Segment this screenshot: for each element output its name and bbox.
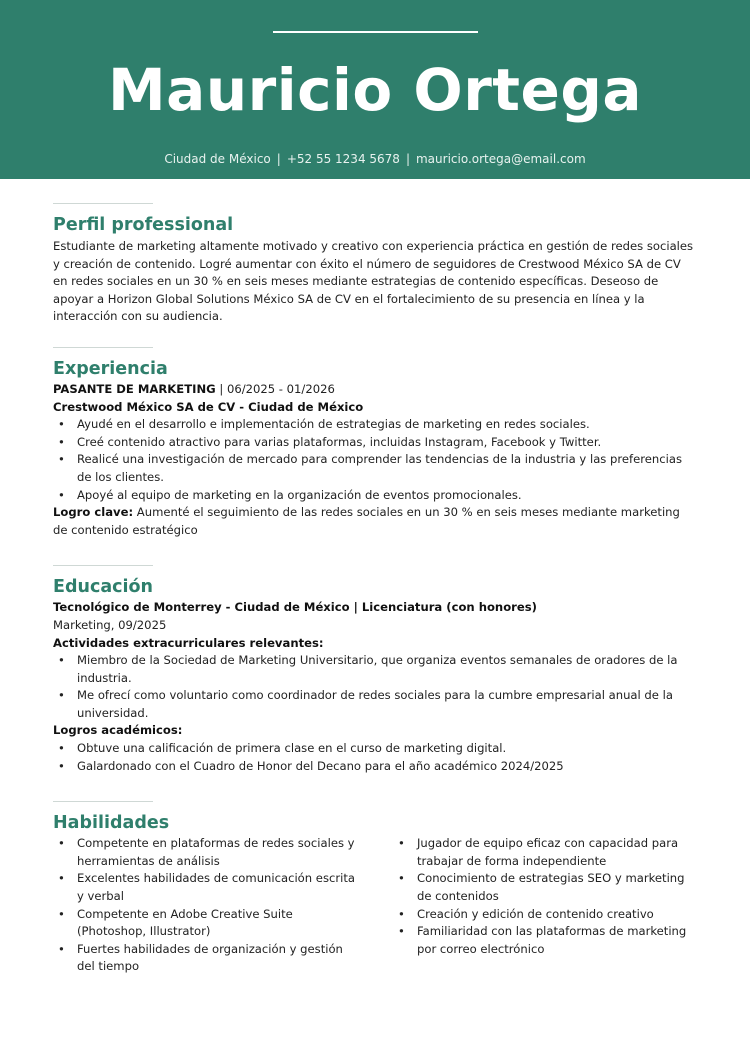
list-item: • Me ofrecí como voluntario como coordinador de redes sociales para la cumbre empresarial anual de la universidad. — [53, 687, 698, 722]
key-achievement-label: Logro clave: — [53, 505, 134, 520]
list-item: • Apoyé al equipo de marketing en la organización de eventos promocionales. — [53, 487, 698, 505]
job-role-line — [53, 381, 698, 399]
skills-list-left — [53, 835, 358, 976]
skills-title: Habilidades — [53, 813, 170, 834]
list-item: • Competente en Adobe Creative Suite (Photoshop, Illustrator) — [53, 906, 358, 941]
education-title: Educación — [53, 577, 153, 598]
contact-line — [0, 150, 750, 168]
list-item: • Familiaridad con las plataformas de marketing por correo electrónico — [393, 923, 698, 958]
list-item: • Excelentes habilidades de comunicación escrita y verbal — [53, 870, 358, 905]
contact-email[interactable]: mauricio.ortega@email.com — [415, 152, 586, 166]
key-achievement — [53, 504, 698, 539]
skills-list-right — [393, 835, 698, 976]
profile-text: Estudiante de marketing altamente motivado y creativo con experiencia práctica en gestión de redes sociales y creación de contenido. Logré aumentar con éxito el número de seguidores de Crestwood México SA de CV en redes sociales en un 30 % en seis meses mediante estrategias de contenido específicas. Deseoso de apoyar a Horizon Global Solutions México SA de CV en el fortalecimiento de su presencia en línea y la interacción con su audiencia. — [53, 239, 694, 324]
section-divider — [53, 565, 153, 566]
job-company: Crestwood México SA de CV - Ciudad de México — [53, 399, 364, 414]
experience-title: Experiencia — [53, 358, 168, 379]
list-item: • Creé contenido atractivo para varias plataformas, incluidas Instagram, Facebook y Twitter. — [53, 434, 698, 452]
list-item: • Realicé una investigación de mercado para comprender las tendencias de la industria y las preferencias de los clientes. — [53, 451, 698, 486]
experience-section — [53, 326, 698, 539]
contact-separator: | — [276, 152, 281, 166]
list-item: • Ayudé en el desarrollo e implementación de estrategias de marketing en redes sociales. — [53, 416, 698, 434]
list-item: • Fuertes habilidades de organización y gestión del tiempo — [53, 941, 358, 976]
list-item: • Creación y edición de contenido creativo — [393, 906, 698, 924]
header-divider — [273, 31, 478, 33]
resume-header — [0, 0, 750, 179]
list-item: • Competente en plataformas de redes sociales y herramientas de análisis — [53, 835, 358, 870]
contact-phone: +52 55 1234 5678 — [286, 152, 400, 166]
list-item: • Conocimiento de estrategias SEO y marketing de contenidos — [393, 870, 698, 905]
achievements-list — [53, 740, 698, 775]
job-role: PASANTE DE MARKETING — [53, 381, 216, 396]
list-item: • Obtuve una calificación de primera clase en el curso de marketing digital. — [53, 740, 698, 758]
contact-city: Ciudad de México — [164, 152, 271, 166]
skills-columns — [53, 835, 698, 976]
section-divider — [53, 203, 153, 204]
section-divider — [53, 801, 153, 802]
job-dates: | 06/2025 - 01/2026 — [215, 381, 335, 396]
candidate-name: Mauricio Ortega — [107, 56, 643, 124]
key-achievement-text: Aumenté el seguimiento de las redes sociales en un 30 % en seis meses mediante marketing de contenido estratégico — [53, 505, 680, 537]
education-section — [53, 539, 698, 775]
degree-line: Marketing, 09/2025 — [53, 617, 167, 632]
extracurricular-label: Actividades extracurriculares relevantes: — [53, 635, 324, 650]
school-line: Tecnológico de Monterrey - Ciudad de México | Licenciatura (con honores) — [53, 600, 537, 615]
list-item: • Miembro de la Sociedad de Marketing Universitario, que organiza eventos semanales de oradores de la industria. — [53, 652, 698, 687]
extracurricular-list — [53, 652, 698, 722]
list-item: • Galardonado con el Cuadro de Honor del Decano para el año académico 2024/2025 — [53, 758, 698, 776]
profile-section — [53, 179, 698, 326]
skills-section — [53, 775, 698, 976]
section-divider — [53, 347, 153, 348]
job-bullets — [53, 416, 698, 504]
resume-body — [53, 179, 698, 976]
profile-title: Perfil professional — [53, 215, 234, 235]
list-item: • Jugador de equipo eficaz con capacidad para trabajar de forma independiente — [393, 835, 698, 870]
achievements-label: Logros académicos: — [53, 723, 183, 738]
contact-separator: | — [405, 152, 410, 166]
